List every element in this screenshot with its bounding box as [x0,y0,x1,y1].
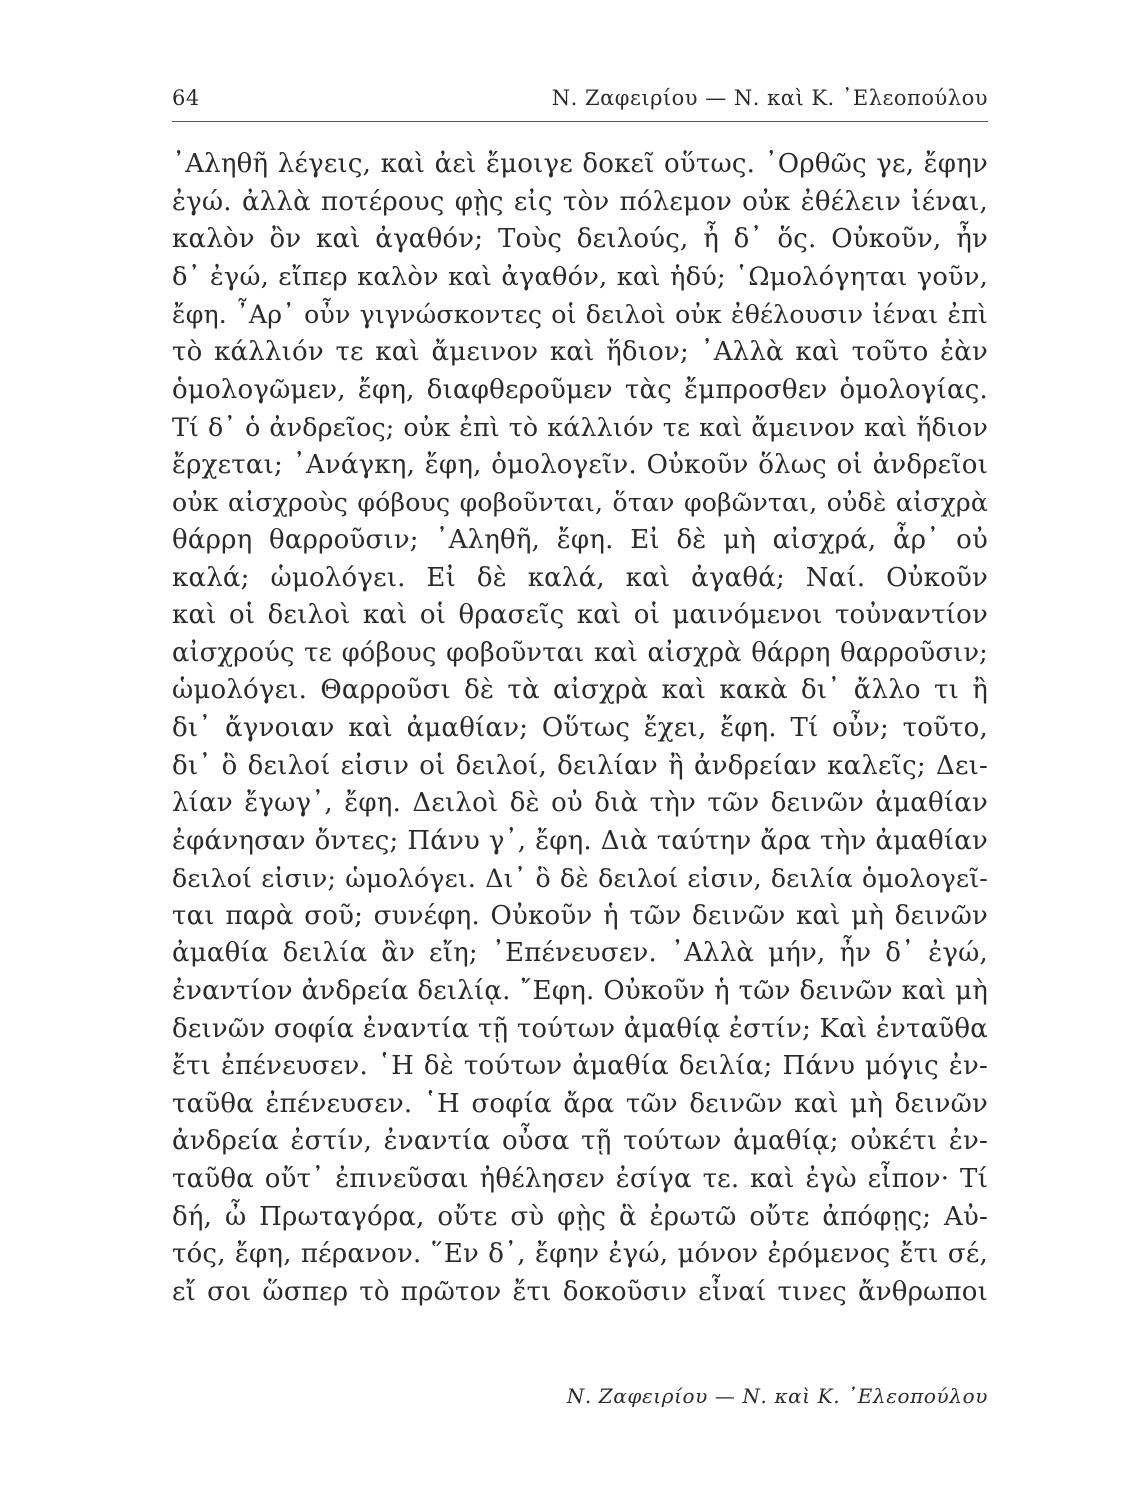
text-line: δεινῶν σοφία ἐναντία τῇ τούτων ἀμαθίᾳ ἐστίν; Καὶ ἐνταῦθα [172,1013,988,1044]
text-line: ἐγώ. ἀλλὰ ποτέρους φῂς εἰς τὸν πόλεμον οὐκ ἐθέλειν ἰέναι, [172,186,988,217]
text-line: καλὸν ὂν καὶ ἀγαθόν; Τοὺς δειλούς, ἦ δ᾿ ὅς. Οὐκοῦν, ἦν [172,224,988,255]
text-line: ὁμολογῶμεν, ἔφη, διαφθεροῦμεν τὰς ἔμπροσθεν ὁμολογίας. [172,374,988,405]
text-line: δ᾿ ἐγώ, εἴπερ καλὸν καὶ ἀγαθόν, καὶ ἡδύ; ῾Ωμολόγηται γοῦν, [172,261,988,292]
text-line: Τί δ᾿ ὁ ἀνδρεῖος; οὐκ ἐπὶ τὸ κάλλιόν τε καὶ ἄμεινον καὶ ἥδιον [172,413,988,443]
text-line: ἔφη. ῏Αρ᾿ οὖν γιγνώσκοντες οἱ δειλοὶ οὐκ ἐθέλουσιν ἰέναι ἐπὶ [172,300,988,330]
footer-signature: Ν. Ζαφειρίου — Ν. καὶ Κ. ᾿Ελεοπούλου [566,1384,988,1408]
text-line: αἰσχρούς τε φόβους φοβοῦνται καὶ αἰσχρὰ θάρρη θαρροῦσιν; [172,637,988,668]
text-line: ἀμαθία δειλία ἂν εἴη; ᾿Επένευσεν. ᾿Αλλὰ μήν, ἦν δ᾿ ἐγώ, [172,938,988,969]
text-line: θάρρη θαρροῦσιν; ᾿Αληθῆ, ἔφη. Εἰ δὲ μὴ αἰσχρά, ἆρ᾿ οὐ [172,524,988,555]
text-line: ἐναντίον ἀνδρεία δειλίᾳ. ῎Εφη. Οὐκοῦν ἡ τῶν δεινῶν καὶ μὴ [172,976,988,1007]
text-line: ἐφάνησαν ὄντες; Πάνυ γ᾿, ἔφη. Διὰ ταύτην ἄρα τὴν ἀμαθίαν [172,825,988,856]
header-rule [172,121,988,122]
text-line: ταῦθα ἐπένευσεν. ῾Η σοφία ἄρα τῶν δεινῶν καὶ μὴ δεινῶν [172,1088,988,1119]
text-line: ἔτι ἐπένευσεν. ῾Η δὲ τούτων ἀμαθία δειλία; Πάνυ μόγις ἐν- [172,1051,988,1082]
text-line: δι᾿ ἄγνοιαν καὶ ἀμαθίαν; Οὕτως ἔχει, ἔφη. Τί οὖν; τοῦτο, [172,712,988,743]
text-line: καὶ οἱ δειλοὶ καὶ οἱ θρασεῖς καὶ οἱ μαινόμενοι τοὐναντίον [172,600,988,631]
text-line: ταῦθα οὔτ᾿ ἐπινεῦσαι ἠθέλησεν ἐσίγα τε. καὶ ἐγὼ εἶπον· Τί [172,1164,988,1195]
text-line: τὸ κάλλιόν τε καὶ ἄμεινον καὶ ἥδιον; ᾿Αλλὰ καὶ τοῦτο ἐὰν [172,336,988,367]
text-line: λίαν ἔγωγ᾿, ἔφη. Δειλοὶ δὲ οὐ διὰ τὴν τῶν δεινῶν ἀμαθίαν [172,788,988,819]
text-line: δή, ὦ Πρωταγόρα, οὔτε σὺ φῂς ἃ ἐρωτῶ οὔτε ἀπόφῃς; Αὐ- [172,1201,988,1232]
text-line: οὐκ αἰσχροὺς φόβους φοβοῦνται, ὅταν φοβῶνται, οὐδὲ αἰσχρὰ [172,488,988,518]
page-header [172,82,988,116]
running-head: Ν. Ζαφειρίου — Ν. καὶ Κ. ᾿Ελεοπούλου [551,86,988,110]
text-line: ἔρχεται; ᾿Ανάγκη, ἔφη, ὁμολογεῖν. Οὐκοῦν ὅλως οἱ ἀνδρεῖοι [172,449,988,480]
text-line: ται παρὰ σοῦ; συνέφη. Οὐκοῦν ἡ τῶν δεινῶν καὶ μὴ δεινῶν [172,900,988,931]
text-line: ἀνδρεία ἐστίν, ἐναντία οὖσα τῇ τούτων ἀμαθίᾳ; οὐκέτι ἐν- [172,1126,988,1157]
text-line: καλά; ὡμολόγει. Εἰ δὲ καλά, καὶ ἀγαθά; Ναί. Οὐκοῦν [172,562,988,593]
body-text [172,146,988,1311]
text-line: εἴ σοι ὥσπερ τὸ πρῶτον ἔτι δοκοῦσιν εἶναί τινες ἄνθρωποι [172,1276,988,1307]
text-line: τός, ἔφη, πέρανον. ῞Εν δ᾿, ἔφην ἐγώ, μόνον ἐρόμενος ἔτι σέ, [172,1239,988,1270]
page-number: 64 [172,86,200,110]
text-line: δι᾿ ὃ δειλοί εἰσιν οἱ δειλοί, δειλίαν ἢ ἀνδρείαν καλεῖς; Δει- [172,750,988,781]
text-line: δειλοί εἰσιν; ὡμολόγει. Δι᾿ ὃ δὲ δειλοί εἰσιν, δειλία ὁμολογεῖ- [172,864,988,894]
text-line: ὡμολόγει. Θαρροῦσι δὲ τὰ αἰσχρὰ καὶ κακὰ δι᾿ ἄλλο τι ἢ [172,675,988,706]
text-line: ᾿Αληθῆ λέγεις, καὶ ἀεὶ ἔμοιγε δοκεῖ οὕτως. ᾿Ορθῶς γε, ἔφην [172,149,988,179]
